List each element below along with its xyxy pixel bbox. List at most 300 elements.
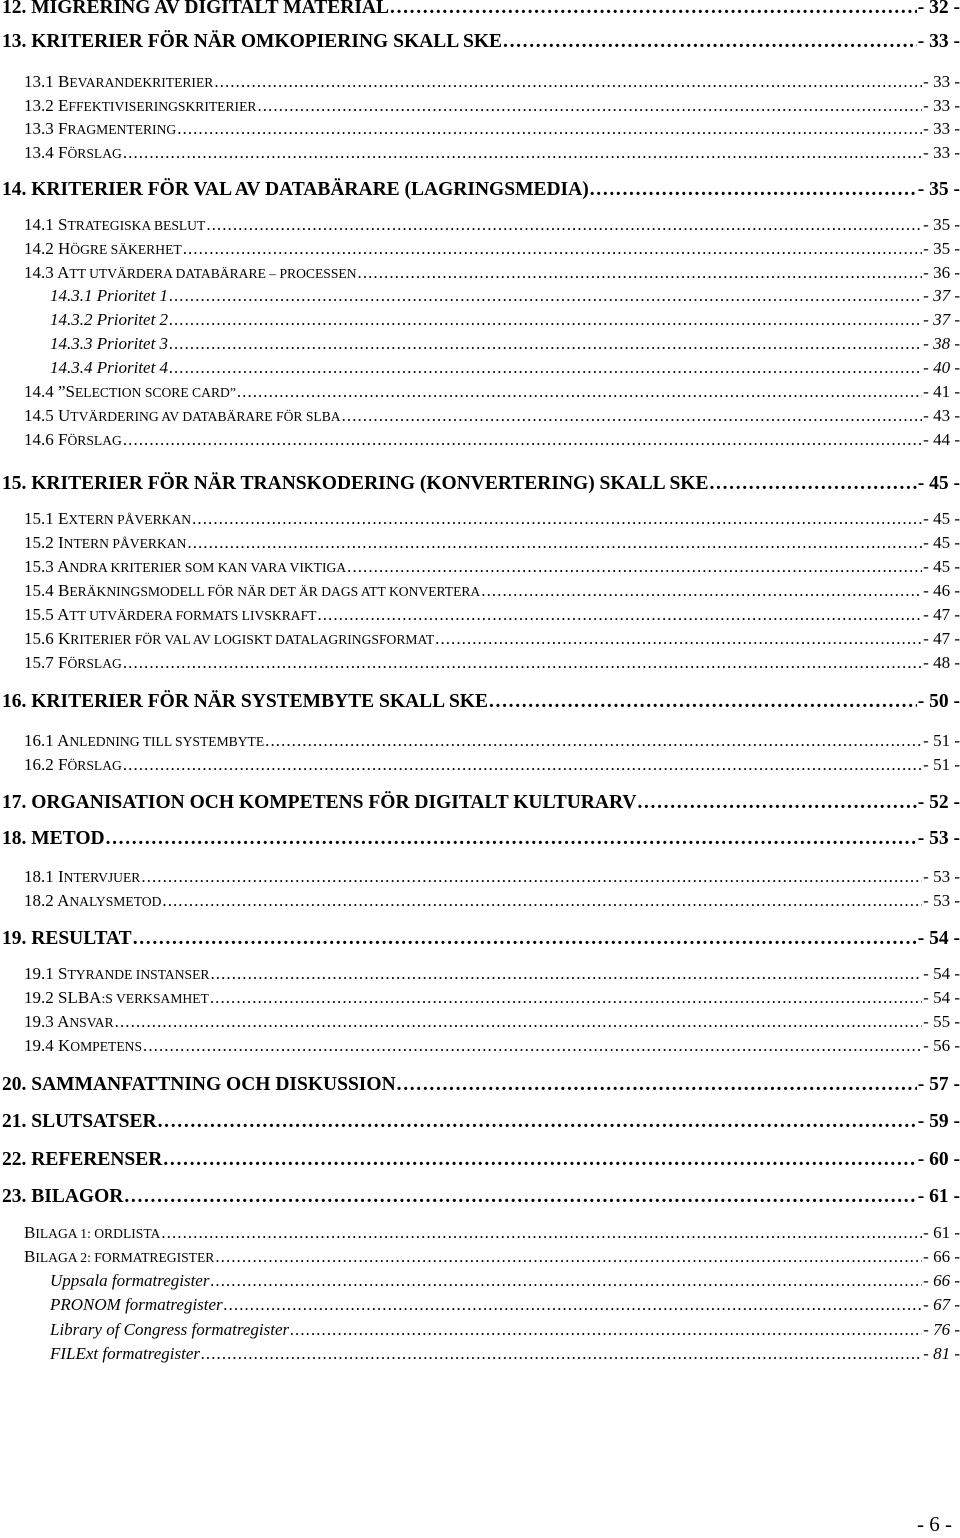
toc-entry-text: FILExt formatregister xyxy=(50,1344,200,1363)
toc-entry-number: 14.4 xyxy=(24,382,58,401)
toc-entry-page: - 43 - xyxy=(923,406,960,425)
toc-leader-dots xyxy=(224,1295,923,1315)
toc-entry-initial: A xyxy=(57,731,70,750)
toc-entry-text: ÖRSLAG xyxy=(67,656,122,671)
toc-entry-initial: H xyxy=(58,239,71,258)
toc-entry-initial: K xyxy=(58,1036,71,1055)
toc-entry-page: - 46 - xyxy=(923,581,960,600)
toc-leader-dots xyxy=(201,1344,922,1364)
toc-leader-dots xyxy=(710,473,917,495)
toc-entry-page: - 57 - xyxy=(917,1074,960,1095)
toc-entry[interactable] xyxy=(0,1074,960,1096)
toc-entry-page: - 76 - xyxy=(923,1320,960,1339)
toc-leader-dots xyxy=(123,755,922,775)
toc-entry-page: - 33 - xyxy=(923,72,960,91)
toc-entry[interactable] xyxy=(0,533,960,553)
toc-entry-title xyxy=(24,96,256,116)
toc-entry[interactable] xyxy=(0,828,960,850)
toc-entry-title xyxy=(2,691,488,713)
toc-leader-dots xyxy=(169,286,922,306)
toc-entry[interactable] xyxy=(0,473,960,495)
toc-entry-title xyxy=(24,215,205,235)
toc-entry-text: ÖRSLAG xyxy=(67,146,122,161)
toc-entry-title xyxy=(50,358,168,378)
toc-entry-initial: S xyxy=(58,964,68,983)
toc-entry[interactable] xyxy=(0,581,960,601)
toc-entry-text: ERÄKNINGSMODELL FÖR NÄR DET ÄR DAGS ATT KONVERTERA xyxy=(69,584,481,599)
toc-entry-number: 12. xyxy=(2,0,32,18)
toc-entry[interactable] xyxy=(0,1320,960,1340)
toc-entry-initial: B xyxy=(24,1223,36,1242)
toc-entry-initial: A xyxy=(57,1012,70,1031)
toc-entry-number: 14.5 xyxy=(24,406,58,425)
toc-leader-dots xyxy=(169,310,922,330)
toc-entry[interactable] xyxy=(0,31,960,53)
toc-entry-title xyxy=(24,653,122,673)
toc-entry-text: KRITERIER FÖR NÄR SYSTEMBYTE SKALL SKE xyxy=(31,691,488,712)
toc-leader-dots xyxy=(187,533,922,553)
toc-entry-initial: B xyxy=(58,581,70,600)
toc-entry-number: 19.2 xyxy=(24,988,58,1007)
toc-entry-initial: F xyxy=(58,430,68,449)
toc-entry-number: 21. xyxy=(2,1111,32,1132)
toc-entry-initial: A xyxy=(57,605,70,624)
toc-entry[interactable] xyxy=(0,1012,960,1032)
toc-leader-dots xyxy=(214,72,922,92)
toc-entry-title xyxy=(50,334,168,354)
toc-entry-page: - 53 - xyxy=(923,867,960,886)
toc-entry-title xyxy=(2,179,589,201)
toc-entry[interactable] xyxy=(0,358,960,378)
toc-entry[interactable] xyxy=(0,0,960,19)
toc-entry-text: TRATEGISKA BESLUT xyxy=(67,218,206,233)
toc-entry-page: - 35 - xyxy=(923,215,960,234)
toc-entry-number: 13.1 xyxy=(24,72,58,91)
toc-entry-number: 15.3 xyxy=(24,557,58,576)
toc-entry-text: ILAGA 1: ORDLISTA xyxy=(35,1226,161,1241)
toc-entry-initial: E xyxy=(58,96,69,115)
toc-entry-number: 14.3.2 xyxy=(50,310,97,329)
toc-entry-title xyxy=(24,72,213,92)
toc-entry-text: KRITERIER FÖR NÄR TRANSKODERING (KONVERTERING) SKALL SKE xyxy=(31,473,709,494)
toc-entry-initial: A xyxy=(57,891,70,910)
toc-entry[interactable] xyxy=(0,1247,960,1267)
toc-entry-title xyxy=(24,629,434,649)
toc-leader-dots xyxy=(210,1271,922,1291)
toc-entry-text: ELECTION SCORE CARD” xyxy=(75,385,236,400)
toc-entry[interactable] xyxy=(0,1223,960,1243)
toc-leader-dots xyxy=(123,143,922,163)
toc-entry-text: REFERENSER xyxy=(31,1149,163,1170)
toc-entry-text: NALYSMETOD xyxy=(69,894,162,909)
toc-entry[interactable] xyxy=(0,263,960,283)
toc-entry-title xyxy=(24,731,264,751)
toc-entry-initial: F xyxy=(58,653,68,672)
toc-entry[interactable] xyxy=(0,509,960,529)
toc-entry-number: 13.2 xyxy=(24,96,58,115)
toc-leader-dots xyxy=(215,1247,922,1267)
toc-entry-text: RESULTAT xyxy=(31,928,132,949)
toc-entry[interactable] xyxy=(0,1186,960,1208)
toc-leader-dots xyxy=(169,358,922,378)
toc-entry-text: Prioritet 3 xyxy=(96,334,169,353)
toc-entry-initial: B xyxy=(58,72,70,91)
toc-entry[interactable] xyxy=(0,988,960,1008)
toc-entry[interactable] xyxy=(0,691,960,713)
toc-entry-number: 14. xyxy=(2,179,32,200)
toc-entry-initial: SLBA xyxy=(58,988,102,1007)
toc-entry-title xyxy=(2,1111,157,1133)
toc-entry[interactable] xyxy=(0,891,960,911)
toc-entry-text: NTERN PÅVERKAN xyxy=(63,536,187,551)
toc-entry[interactable] xyxy=(0,629,960,649)
toc-leader-dots xyxy=(162,891,922,911)
toc-entry-title xyxy=(24,891,161,911)
toc-entry-text: RAGMENTERING xyxy=(67,122,177,137)
toc-entry-page: - 50 - xyxy=(917,691,960,712)
toc-entry[interactable] xyxy=(0,334,960,354)
toc-entry-page: - 45 - xyxy=(923,557,960,576)
toc-entry-page: - 33 - xyxy=(917,31,960,52)
toc-entry-text: Library of Congress formatregister xyxy=(50,1320,290,1339)
toc-entry-initial: U xyxy=(58,406,71,425)
toc-entry-text: FFEKTIVISERINGSKRITERIER xyxy=(68,99,257,114)
toc-entry-title xyxy=(24,557,346,577)
toc-entry-text: ÖRSLAG xyxy=(67,758,122,773)
toc-entry-title xyxy=(2,792,636,814)
toc-entry-number: 19. xyxy=(2,928,32,949)
toc-entry-page: - 40 - xyxy=(923,358,960,377)
toc-entry-title xyxy=(50,1344,200,1364)
toc-entry-page: - 53 - xyxy=(923,891,960,910)
toc-entry-initial: F xyxy=(58,119,68,138)
toc-entry-title xyxy=(2,1074,396,1096)
toc-entry-initial: I xyxy=(58,867,64,886)
toc-entry-number: 14.3 xyxy=(24,263,58,282)
toc-entry-page: - 51 - xyxy=(923,755,960,774)
toc-entry[interactable] xyxy=(0,215,960,235)
toc-entry-title xyxy=(24,581,480,601)
toc-entry-text: Prioritet 4 xyxy=(96,358,169,377)
toc-entry[interactable] xyxy=(0,1344,960,1364)
toc-entry-title xyxy=(50,1295,223,1315)
toc-leader-dots xyxy=(342,406,923,426)
toc-entry-page: - 37 - xyxy=(923,310,960,329)
toc-leader-dots xyxy=(435,629,922,649)
toc-leader-dots xyxy=(124,1186,916,1208)
toc-entry-text: METOD xyxy=(31,828,105,849)
toc-entry-text: TYRANDE INSTANSER xyxy=(67,967,210,982)
toc-entry[interactable] xyxy=(0,72,960,92)
toc-leader-dots xyxy=(290,1320,922,1340)
toc-leader-dots xyxy=(192,509,922,529)
toc-leader-dots xyxy=(183,239,922,259)
toc-entry-number: 15. xyxy=(2,473,32,494)
toc-entry-text: Prioritet 2 xyxy=(96,310,169,329)
toc-entry-text: Uppsala formatregister xyxy=(50,1271,210,1290)
toc-entry-page: - 44 - xyxy=(923,430,960,449)
toc-entry-title xyxy=(24,867,140,887)
toc-entry-page: - 60 - xyxy=(917,1149,960,1170)
toc-entry-text: SLUTSATSER xyxy=(31,1111,157,1132)
toc-entry-title xyxy=(24,406,341,426)
toc-entry-page: - 52 - xyxy=(917,792,960,813)
toc-entry-title xyxy=(24,988,209,1008)
toc-entry[interactable] xyxy=(0,406,960,426)
toc-entry-number: 16. xyxy=(2,691,32,712)
toc-entry-text: SAMMANFATTNING OCH DISKUSSION xyxy=(31,1074,396,1095)
toc-entry-initial: B xyxy=(24,1247,36,1266)
toc-entry-number: 13.4 xyxy=(24,143,58,162)
toc-entry-number: 14.2 xyxy=(24,239,58,258)
toc-entry-page: - 35 - xyxy=(923,239,960,258)
toc-entry-number: 18. xyxy=(2,828,32,849)
toc-entry-title xyxy=(2,1186,123,1208)
toc-entry-number: 16.1 xyxy=(24,731,58,750)
toc-entry-title xyxy=(24,509,191,529)
toc-entry-text: MIGRERING AV DIGITALT MATERIAL xyxy=(31,0,390,18)
toc-entry-text: NSVAR xyxy=(69,1015,114,1030)
toc-entry[interactable] xyxy=(0,557,960,577)
toc-entry-title xyxy=(2,928,132,950)
toc-entry-page: - 59 - xyxy=(917,1111,960,1132)
toc-entry-title xyxy=(2,473,709,495)
toc-entry-number: 16.2 xyxy=(24,755,58,774)
toc-entry-initial: E xyxy=(58,509,69,528)
toc-entry-text: ÖGRE SÄKERHET xyxy=(70,242,182,257)
toc-entry-title xyxy=(50,286,168,306)
toc-entry-page: - 45 - xyxy=(923,533,960,552)
toc-entry-number: 15.5 xyxy=(24,605,58,624)
toc-entry-page: - 51 - xyxy=(923,731,960,750)
toc-entry-initial: K xyxy=(58,629,71,648)
toc-entry-number: 13.3 xyxy=(24,119,58,138)
toc-entry-page: - 66 - xyxy=(923,1247,960,1266)
toc-entry[interactable] xyxy=(0,1295,960,1315)
toc-entry-page: - 41 - xyxy=(923,382,960,401)
toc-leader-dots xyxy=(158,1111,917,1133)
toc-entry-page: - 33 - xyxy=(923,143,960,162)
toc-leader-dots xyxy=(489,691,917,713)
toc-entry-text: XTERN PÅVERKAN xyxy=(68,512,192,527)
toc-entry-page: - 53 - xyxy=(917,828,960,849)
toc-entry-text: :S VERKSAMHET xyxy=(101,991,209,1006)
toc-entry-title xyxy=(24,755,122,775)
toc-entry-title xyxy=(24,1223,160,1243)
toc-entry-page: - 55 - xyxy=(923,1012,960,1031)
toc-entry-page: - 48 - xyxy=(923,653,960,672)
toc-entry-text: NDRA KRITERIER SOM KAN VARA VIKTIGA xyxy=(69,560,347,575)
toc-entry-number: 19.1 xyxy=(24,964,58,983)
toc-leader-dots xyxy=(347,557,922,577)
toc-entry-initial: ”S xyxy=(58,382,75,401)
toc-entry-initial: I xyxy=(58,533,64,552)
toc-entry-page: - 45 - xyxy=(917,473,960,494)
page-number: - 6 - xyxy=(917,1512,952,1536)
toc-leader-dots xyxy=(161,1223,922,1243)
toc-entry-number: 14.3.1 xyxy=(50,286,97,305)
toc-entry-page: - 45 - xyxy=(923,509,960,528)
toc-entry-page: - 33 - xyxy=(923,119,960,138)
toc-entry[interactable] xyxy=(0,731,960,751)
toc-entry[interactable] xyxy=(0,605,960,625)
toc-entry-title xyxy=(2,31,502,53)
toc-entry-text: TT UTVÄRDERA DATABÄRARE – PROCESSEN xyxy=(69,266,357,281)
toc-entry-title xyxy=(24,263,357,283)
toc-entry-title xyxy=(50,1271,209,1291)
toc-entry-page: - 33 - xyxy=(923,96,960,115)
toc-entry-number: 15.6 xyxy=(24,629,58,648)
toc-entry-text: OMPETENS xyxy=(70,1039,143,1054)
toc-entry[interactable] xyxy=(0,1271,960,1291)
toc-entry-text: TVÄRDERING AV DATABÄRARE FÖR SLBA xyxy=(70,409,341,424)
toc-entry-title xyxy=(2,1149,162,1171)
toc-entry-text: RITERIER FÖR VAL AV LOGISKT DATALAGRINGSFORMAT xyxy=(70,632,435,647)
toc-entry[interactable] xyxy=(0,867,960,887)
toc-leader-dots xyxy=(503,31,917,53)
toc-entry-title xyxy=(24,239,182,259)
toc-entry[interactable] xyxy=(0,755,960,775)
toc-entry-number: 13. xyxy=(2,31,32,52)
toc-entry-page: - 56 - xyxy=(923,1036,960,1055)
toc-leader-dots xyxy=(317,605,922,625)
toc-entry-title xyxy=(2,828,105,850)
toc-entry-initial: F xyxy=(58,755,68,774)
toc-entry-text: ORGANISATION OCH KOMPETENS FÖR DIGITALT KULTURARV xyxy=(31,792,637,813)
toc-entry-text: KRITERIER FÖR VAL AV DATABÄRARE (LAGRINGSMEDIA) xyxy=(31,179,589,200)
toc-entry-page: - 61 - xyxy=(917,1186,960,1207)
toc-leader-dots xyxy=(169,334,922,354)
toc-entry-initial: A xyxy=(57,557,70,576)
toc-entry-title xyxy=(24,119,176,139)
toc-leader-dots xyxy=(257,96,922,116)
toc-leader-dots xyxy=(390,0,917,19)
toc-entry-text: NTERVJUER xyxy=(63,870,141,885)
toc-entry-title xyxy=(24,1012,114,1032)
toc-leader-dots xyxy=(211,964,923,984)
toc-entry-number: 17. xyxy=(2,792,32,813)
toc-entry-number: 18.2 xyxy=(24,891,58,910)
toc-leader-dots xyxy=(358,263,923,283)
toc-entry[interactable] xyxy=(0,179,960,201)
toc-entry-page: - 61 - xyxy=(923,1223,960,1242)
toc-leader-dots xyxy=(115,1012,923,1032)
toc-leader-dots xyxy=(265,731,922,751)
toc-entry-text: ILAGA 2: FORMATREGISTER xyxy=(35,1250,215,1265)
toc-entry-page: - 54 - xyxy=(917,928,960,949)
toc-entry-page: - 38 - xyxy=(923,334,960,353)
toc-entry-page: - 67 - xyxy=(923,1295,960,1314)
toc-entry[interactable] xyxy=(0,286,960,306)
toc-entry-number: 14.3.3 xyxy=(50,334,97,353)
toc-entry[interactable] xyxy=(0,96,960,116)
toc-entry-title xyxy=(24,1247,214,1267)
toc-entry[interactable] xyxy=(0,1111,960,1133)
toc-entry-text: KRITERIER FÖR NÄR OMKOPIERING SKALL SKE xyxy=(31,31,503,52)
toc-entry-initial: S xyxy=(58,215,68,234)
toc-leader-dots xyxy=(206,215,922,235)
toc-leader-dots xyxy=(590,179,917,201)
toc-entry-title xyxy=(50,310,168,330)
toc-entry-title xyxy=(24,382,236,402)
toc-entry-text: EVARANDEKRITERIER xyxy=(69,75,214,90)
toc-entry-number: 20. xyxy=(2,1074,32,1095)
toc-entry-number: 15.4 xyxy=(24,581,58,600)
toc-entry-number: 14.1 xyxy=(24,215,58,234)
toc-entry-title xyxy=(24,605,316,625)
toc-leader-dots xyxy=(123,653,922,673)
toc-entry-initial: A xyxy=(57,263,70,282)
toc-entry[interactable] xyxy=(0,430,960,450)
toc-entry[interactable] xyxy=(0,119,960,139)
toc-entry-title xyxy=(24,533,186,553)
toc-entry-number: 14.6 xyxy=(24,430,58,449)
toc-leader-dots xyxy=(143,1036,922,1056)
toc-entry-text: Prioritet 1 xyxy=(96,286,169,305)
toc-entry-title xyxy=(24,1036,142,1056)
toc-entry[interactable] xyxy=(0,653,960,673)
toc-entry-number: 14.3.4 xyxy=(50,358,97,377)
toc-entry-title xyxy=(24,143,122,163)
toc-entry-page: - 54 - xyxy=(923,988,960,1007)
toc-entry-title xyxy=(24,964,210,984)
toc-entry[interactable] xyxy=(0,1036,960,1056)
toc-entry-text: ÖRSLAG xyxy=(67,433,122,448)
toc-leader-dots xyxy=(210,988,922,1008)
toc-entry-text: BILAGOR xyxy=(31,1186,124,1207)
toc-entry-number: 15.7 xyxy=(24,653,58,672)
toc-entry[interactable] xyxy=(0,382,960,402)
toc-entry[interactable] xyxy=(0,1149,960,1171)
toc-entry[interactable] xyxy=(0,239,960,259)
toc-entry-title xyxy=(50,1320,289,1340)
toc-leader-dots xyxy=(106,828,917,850)
toc-entry-page: - 81 - xyxy=(923,1344,960,1363)
toc-leader-dots xyxy=(481,581,922,601)
toc-entry-number: 22. xyxy=(2,1149,32,1170)
toc-leader-dots xyxy=(237,382,922,402)
toc-entry[interactable] xyxy=(0,964,960,984)
toc-entry-text: TT UTVÄRDERA FORMATS LIVSKRAFT xyxy=(69,608,317,623)
toc-entry-title xyxy=(24,430,122,450)
toc-leader-dots xyxy=(163,1149,916,1171)
toc-entry[interactable] xyxy=(0,310,960,330)
toc-entry-number: 19.4 xyxy=(24,1036,58,1055)
toc-leader-dots xyxy=(141,867,922,887)
toc-entry-page: - 54 - xyxy=(923,964,960,983)
toc-entry-page: - 66 - xyxy=(923,1271,960,1290)
toc-leader-dots xyxy=(177,119,922,139)
toc-leader-dots xyxy=(637,792,916,814)
toc-leader-dots xyxy=(397,1074,917,1096)
toc-entry-page: - 47 - xyxy=(923,629,960,648)
toc-entry-page: - 47 - xyxy=(923,605,960,624)
toc-entry[interactable] xyxy=(0,792,960,814)
toc-entry-title xyxy=(2,0,389,19)
toc-entry-page: - 35 - xyxy=(917,179,960,200)
toc-entry-text: NLEDNING TILL SYSTEMBYTE xyxy=(69,734,265,749)
toc-entry-number: 23. xyxy=(2,1186,32,1207)
toc-entry-number: 18.1 xyxy=(24,867,58,886)
toc-entry-text: PRONOM formatregister xyxy=(50,1295,223,1314)
toc-entry[interactable] xyxy=(0,143,960,163)
toc-leader-dots xyxy=(133,928,917,950)
toc-entry-number: 19.3 xyxy=(24,1012,58,1031)
toc-entry-number: 15.2 xyxy=(24,533,58,552)
toc-leader-dots xyxy=(123,430,922,450)
toc-entry[interactable] xyxy=(0,928,960,950)
toc-entry-page: - 32 - xyxy=(917,0,960,18)
